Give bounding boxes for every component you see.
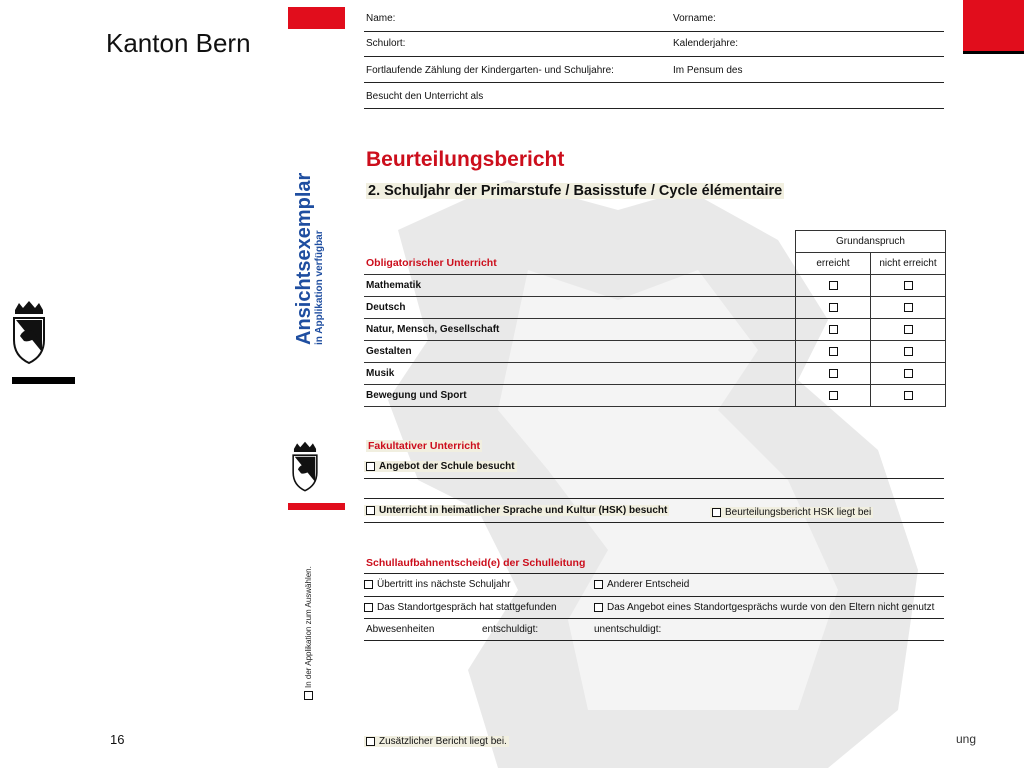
section-fakultativ: Fakultativer Unterricht — [368, 440, 481, 452]
table-row — [364, 363, 946, 385]
rule — [364, 478, 944, 479]
checkbox-icon[interactable] — [364, 580, 373, 589]
checkbox-nicht-erreicht[interactable] — [904, 325, 913, 334]
abwesenheiten-label: Abwesenheiten — [366, 624, 435, 635]
col-nicht-erreicht: nicht erreicht — [871, 253, 946, 275]
report-document — [278, 0, 956, 768]
vertical-title: Ansichtsexemplar in Applikation verfügbar — [293, 172, 325, 345]
doc-red-bar — [288, 503, 345, 510]
checkbox-icon[interactable] — [594, 603, 603, 612]
field-besucht: Besucht den Unterricht als — [366, 91, 484, 102]
checkbox-nicht-erreicht[interactable] — [904, 347, 913, 356]
field-name: Name: — [366, 13, 396, 24]
doc-red-block — [288, 7, 345, 29]
checkbox-icon[interactable] — [366, 737, 375, 746]
subject-label: Deutsch — [364, 297, 796, 319]
rule — [364, 618, 944, 619]
checkbox-icon[interactable] — [364, 603, 373, 612]
footer-text: ung — [956, 732, 977, 746]
zusatz-option[interactable]: Zusätzlicher Bericht liegt bei. — [364, 736, 509, 749]
section-laufbahn: Schullaufbahnentscheid(e) der Schulleitung — [366, 557, 586, 569]
checkbox-erreicht[interactable] — [829, 303, 838, 312]
field-schulort: Schulort: — [366, 38, 406, 49]
uebertritt-option[interactable]: Übertritt ins nächste Schuljahr — [364, 579, 510, 592]
report-subtitle: 2. Schuljahr der Primarstufe / Basisstufe / Cycle élémentaire — [368, 183, 783, 199]
checkbox-nicht-erreicht[interactable] — [904, 281, 913, 290]
checkbox-nicht-erreicht[interactable] — [904, 391, 913, 400]
col-erreicht: erreicht — [796, 253, 871, 275]
table-row — [364, 275, 946, 297]
checkbox-icon — [304, 691, 313, 700]
checkbox-nicht-erreicht[interactable] — [904, 303, 913, 312]
bern-coat-of-arms-small-icon — [290, 440, 320, 494]
checkbox-nicht-erreicht[interactable] — [904, 369, 913, 378]
group-header: Grundanspruch — [796, 231, 946, 253]
slide-title: Kanton Bern — [106, 28, 251, 58]
rule — [364, 522, 944, 523]
rule — [364, 596, 944, 597]
subject-label: Musik — [364, 363, 796, 385]
subject-label: Gestalten — [364, 341, 796, 363]
checkbox-icon[interactable] — [366, 506, 375, 515]
table-row — [364, 341, 946, 363]
field-zaehlung: Fortlaufende Zählung der Kindergarten- und Schuljahre: — [366, 65, 614, 76]
table-row — [364, 319, 946, 341]
rule — [364, 498, 944, 499]
rule — [364, 82, 944, 83]
rule — [364, 31, 944, 32]
rule — [364, 56, 944, 57]
standort-option[interactable]: Das Standortgespräch hat stattgefunden — [364, 602, 557, 615]
vertical-hint: In der Applikation zum Auswählen. — [304, 566, 313, 700]
table-row — [364, 385, 946, 407]
unentschuldigt-label: unentschuldigt: — [594, 624, 662, 635]
entschuldigt-label: entschuldigt: — [482, 624, 539, 635]
red-corner-underline — [963, 51, 1024, 54]
logo-underline — [12, 377, 75, 384]
field-vorname: Vorname: — [673, 13, 716, 24]
angebot-nicht-option[interactable]: Das Angebot eines Standortgesprächs wurde von den Eltern nicht genutzt — [594, 602, 934, 615]
subject-label: Natur, Mensch, Gesellschaft — [364, 319, 796, 341]
checkbox-erreicht[interactable] — [829, 281, 838, 290]
angebot-option[interactable]: Angebot der Schule besucht — [364, 461, 517, 474]
section-obligatorisch: Obligatorischer Unterricht — [364, 253, 796, 275]
checkbox-erreicht[interactable] — [829, 391, 838, 400]
red-corner-block — [963, 0, 1024, 51]
grades-table — [364, 230, 946, 407]
checkbox-icon[interactable] — [366, 462, 375, 471]
page-number: 16 — [110, 732, 125, 747]
hsk-bericht-option[interactable]: Beurteilungsbericht HSK liegt bei — [710, 507, 873, 520]
checkbox-erreicht[interactable] — [829, 347, 838, 356]
field-kalenderjahre: Kalenderjahre: — [673, 38, 739, 49]
table-row — [364, 297, 946, 319]
report-title: Beurteilungsbericht — [366, 148, 565, 171]
rule — [364, 640, 944, 641]
checkbox-erreicht[interactable] — [829, 369, 838, 378]
subject-label: Bewegung und Sport — [364, 385, 796, 407]
checkbox-icon[interactable] — [594, 580, 603, 589]
checkbox-erreicht[interactable] — [829, 325, 838, 334]
rule — [364, 573, 944, 574]
rule — [364, 108, 944, 109]
anderer-option[interactable]: Anderer Entscheid — [594, 579, 689, 592]
checkbox-icon[interactable] — [712, 508, 721, 517]
bern-coat-of-arms-icon — [10, 300, 48, 366]
subject-label: Mathematik — [364, 275, 796, 297]
field-pensum: Im Pensum des — [673, 65, 743, 76]
hsk-option[interactable]: Unterricht in heimatlicher Sprache und Kultur (HSK) besucht — [364, 505, 669, 518]
